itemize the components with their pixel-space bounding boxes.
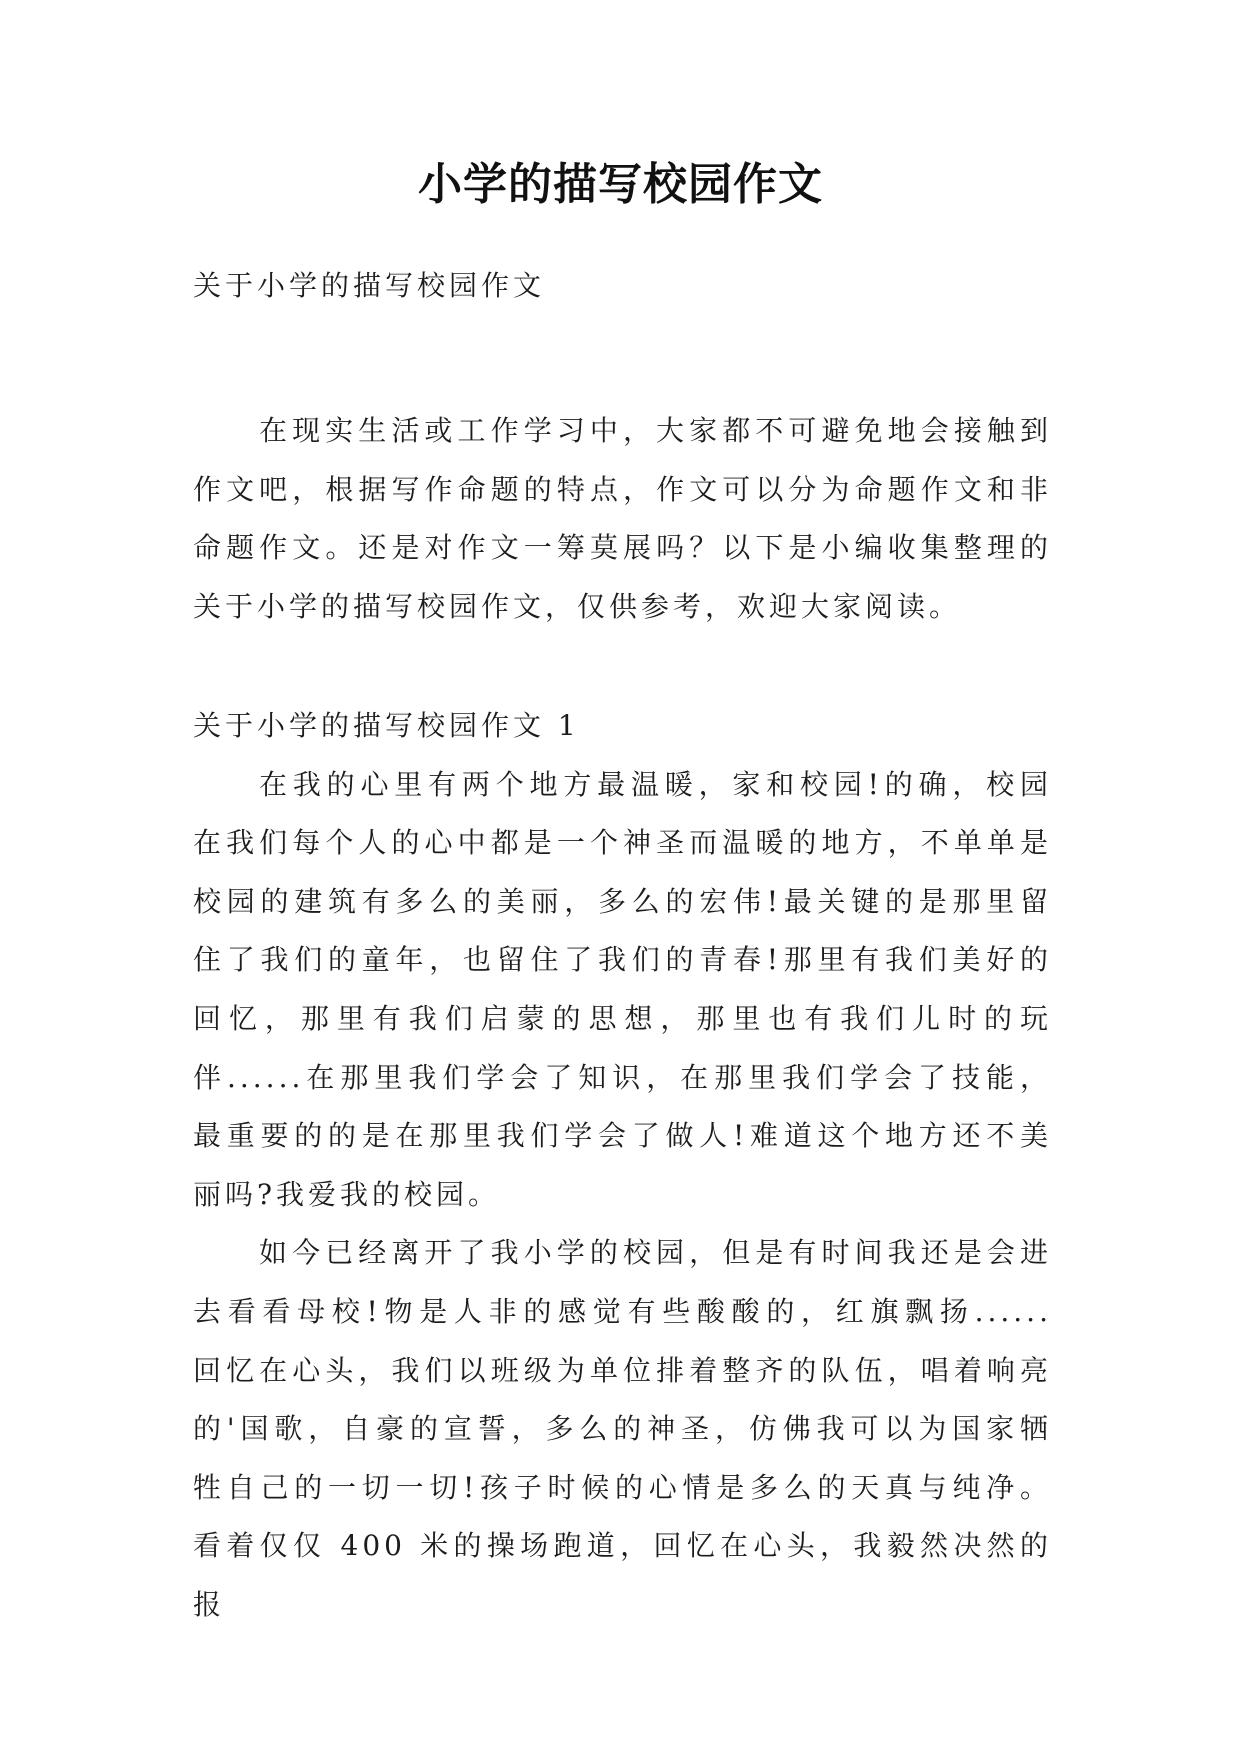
paragraph-line: 看着仅仅 400 米的操场跑道，回忆在心头，我毅然决然的报 [193,1529,1052,1621]
document-subtitle-block [193,257,1052,316]
paragraph-line: 丽吗?我爱我的校园。 [193,1177,501,1211]
paragraph-line: 如今已经离开了我小学的校园，但是有时间我还是会进 [259,1236,1052,1270]
page-title: 小学的描写校园作文 [418,159,823,210]
paragraph-line: 回忆在心头，我们以班级为单位排着整齐的队伍，唱着响亮 [193,1353,1052,1387]
paragraph-line: 去看看母校!物是人非的感觉有些酸酸的，红旗飘扬...... [193,1294,1052,1328]
paragraph-line: 牲自己的一切一切!孩子时候的心情是多么的天真与纯净。 [193,1470,1052,1504]
paragraph-line: 校园的建筑有多么的美丽，多么的宏伟!最关键的是那里留 [193,884,1052,918]
section-paragraph [193,1224,1052,1621]
paragraph-line: 在现实生活或工作学习中，大家都不可避免地会接触到 [259,414,1052,447]
paragraph-line: 在我的心里有两个地方最温暖，家和校园!的确，校园 [259,767,1052,801]
document-subtitle: 关于小学的描写校园作文 [193,269,546,302]
essay-section [193,697,1052,1621]
paragraph-line: 在我们每个人的心中都是一个神圣而温暖的地方，不单单是 [193,826,1052,860]
section-paragraph [193,756,1052,1225]
paragraph-line: 的'国歌，自豪的宣誓，多么的神圣，仿佛我可以为国家牺 [193,1412,1052,1446]
paragraph-line: 关于小学的描写校园作文，仅供参考，欢迎大家阅读。 [193,589,962,623]
paragraph-line: 最重要的的是在那里我们学会了做人!难道这个地方还不美 [193,1119,1052,1153]
paragraph-line: 作文吧，根据写作命题的特点，作文可以分为命题作文和非 [193,472,1052,506]
paragraph-line: 回忆，那里有我们启蒙的思想，那里也有我们儿时的玩 [193,1001,1052,1035]
paragraph-line: 住了我们的童年，也留住了我们的青春!那里有我们美好的 [193,943,1052,977]
paragraph-line: 伴......在那里我们学会了知识，在那里我们学会了技能， [193,1060,1052,1094]
intro-paragraph [193,402,1052,636]
paragraph-line: 命题作文。还是对作文一筹莫展吗？以下是小编收集整理的 [193,531,1052,565]
section-heading: 关于小学的描写校园作文 1 [193,709,580,742]
